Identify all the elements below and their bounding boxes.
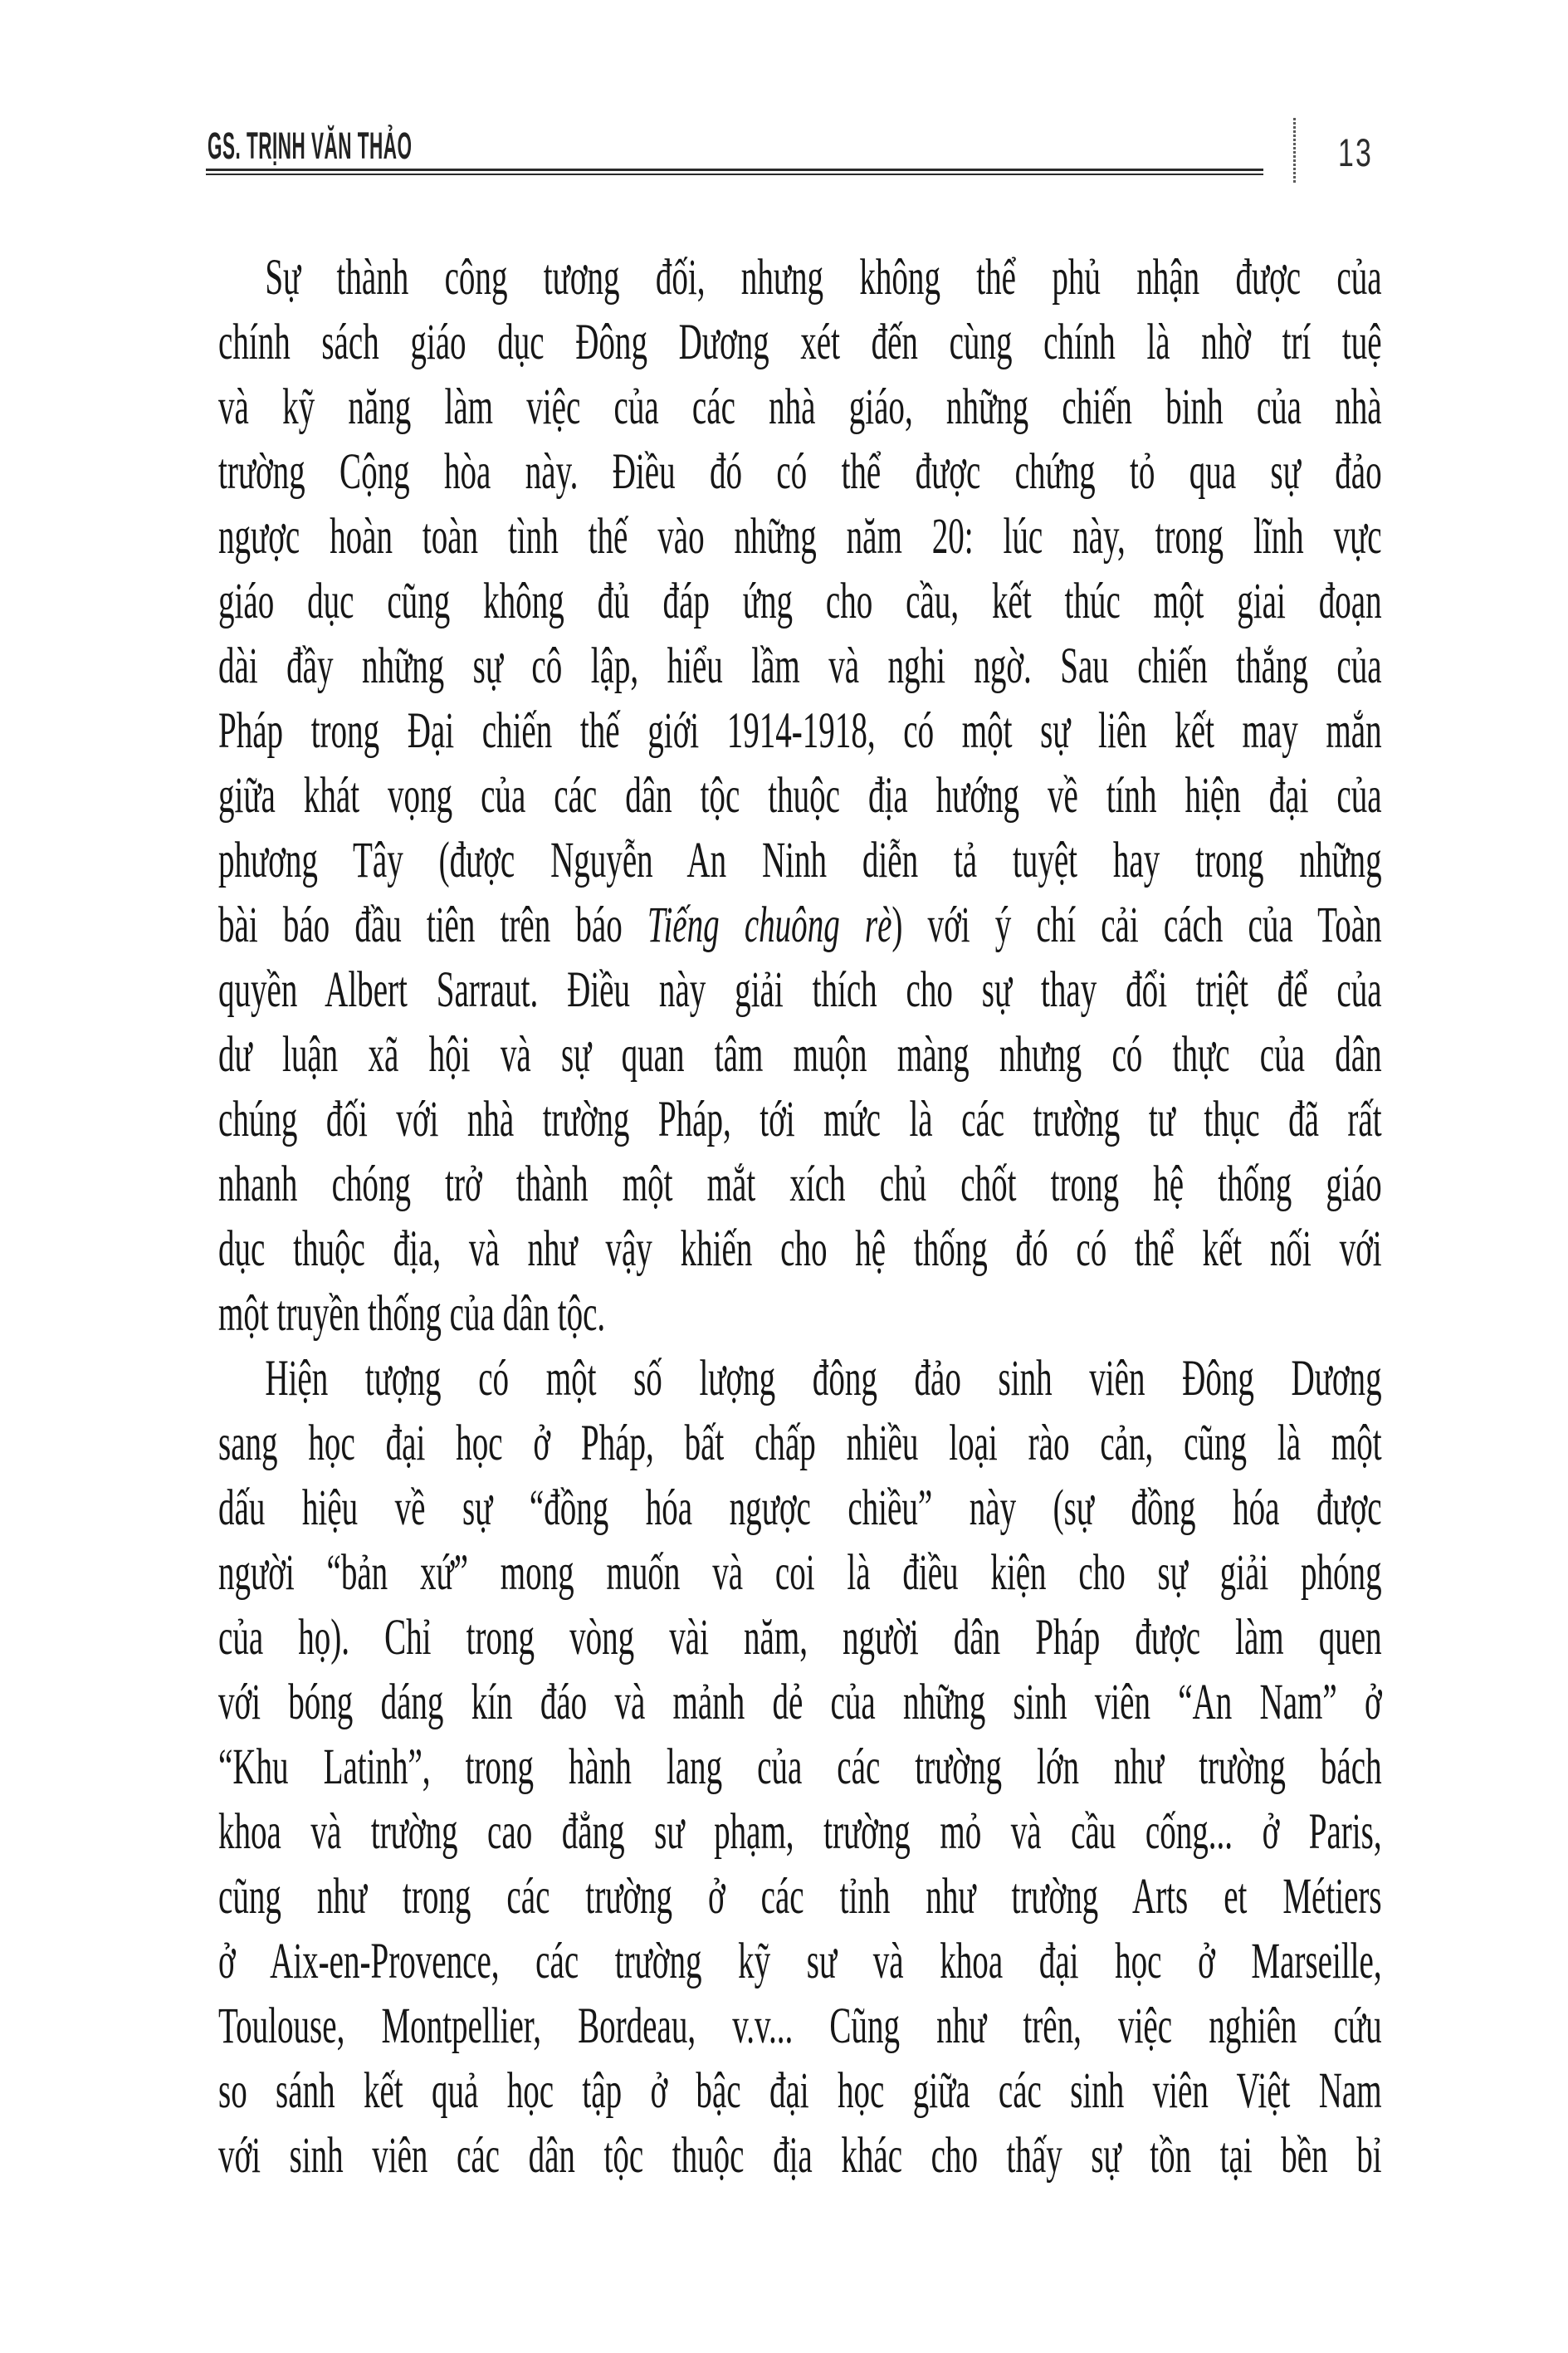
text-line: khoa và trường cao đẳng sư phạm, trường mỏ và cầu cống... ở Paris,	[218, 1804, 1382, 1860]
text-line: với sinh viên các dân tộc thuộc địa khác cho thấy sự tồn tại bền bỉ	[218, 2128, 1382, 2184]
text-line: dài đầy những sự cô lập, hiểu lầm và nghi ngờ. Sau chiến thắng của	[218, 638, 1382, 694]
text-segment: ) với ý chí cải cách của Toàn	[891, 898, 1382, 953]
text-line: của họ). Chỉ trong vòng vài năm, người dân Pháp được làm quen	[218, 1610, 1382, 1666]
text-line: cũng như trong các trường ở các tỉnh như trường Arts et Métiers	[218, 1869, 1382, 1925]
text-line: phương Tây (được Nguyễn An Ninh diễn tả tuyệt hay trong những	[218, 833, 1382, 888]
header-vertical-separator	[1293, 118, 1296, 184]
header-double-rule	[206, 169, 1263, 175]
text-line-with-italic	[218, 893, 1382, 958]
text-line: ngược hoàn toàn tình thế vào những năm 20: lúc này, trong lĩnh vực	[218, 509, 1382, 565]
text-line: người “bản xứ” mong muốn và coi là điều kiện cho sự giải phóng	[218, 1545, 1382, 1601]
text-segment: bài báo đầu tiên trên báo	[218, 898, 623, 953]
page-number: 13	[1338, 130, 1373, 174]
text-line: với bóng dáng kín đáo và mảnh dẻ của những sinh viên “An Nam” ở	[218, 1675, 1382, 1730]
text-line: chính sách giáo dục Đông Dương xét đến cùng chính là nhờ trí tuệ	[218, 315, 1382, 370]
text-line: Hiện tượng có một số lượng đông đảo sinh viên Đông Dương	[265, 1351, 1382, 1406]
text-line: quyền Albert Sarraut. Điều này giải thích cho sự thay đổi triệt để của	[218, 962, 1382, 1018]
text-line: dư luận xã hội và sự quan tâm muộn màng nhưng có thực của dân	[218, 1027, 1382, 1083]
paragraph-2	[218, 1347, 1382, 2189]
text-line: ở Aix-en-Provence, các trường kỹ sư và khoa đại học ở Marseille,	[218, 1934, 1382, 1989]
text-line: so sánh kết quả học tập ở bậc đại học giữa các sinh viên Việt Nam	[218, 2063, 1382, 2119]
text-line: chúng đối với nhà trường Pháp, tới mức là các trường tư thục đã rất	[218, 1092, 1382, 1147]
text-line: và kỹ năng làm việc của các nhà giáo, những chiến binh của nhà	[218, 379, 1382, 435]
body-text-column	[218, 246, 1382, 2189]
text-line: giáo dục cũng không đủ đáp ứng cho cầu, kết thúc một giai đoạn	[218, 574, 1382, 629]
text-line: “Khu Latinh”, trong hành lang của các trường lớn như trường bách	[218, 1739, 1382, 1795]
text-line: một truyền thống của dân tộc.	[218, 1286, 606, 1342]
text-line: nhanh chóng trở thành một mắt xích chủ chốt trong hệ thống giáo	[218, 1157, 1382, 1212]
text-line: Pháp trong Đại chiến thế giới 1914-1918, có một sự liên kết may mắn	[218, 703, 1382, 759]
paragraph-1	[218, 246, 1382, 1347]
text-line: giữa khát vọng của các dân tộc thuộc địa hướng về tính hiện đại của	[218, 768, 1382, 824]
text-line: Sự thành công tương đối, nhưng không thể phủ nhận được của	[265, 250, 1382, 306]
running-header-author: GS. TRỊNH VĂN THẢO	[208, 125, 413, 167]
text-line: Toulouse, Montpellier, Bordeau, v.v... Cũng như trên, việc nghiên cứu	[218, 1998, 1382, 2054]
text-line: dấu hiệu về sự “đồng hóa ngược chiều” này (sự đồng hóa được	[218, 1480, 1382, 1536]
book-title-italic: Tiếng chuông rè	[647, 898, 892, 953]
text-line: sang học đại học ở Pháp, bất chấp nhiều loại rào cản, cũng là một	[218, 1416, 1382, 1471]
text-line: dục thuộc địa, và như vậy khiến cho hệ thống đó có thể kết nối với	[218, 1221, 1382, 1277]
text-line: trường Cộng hòa này. Điều đó có thể được chứng tỏ qua sự đảo	[218, 444, 1382, 500]
